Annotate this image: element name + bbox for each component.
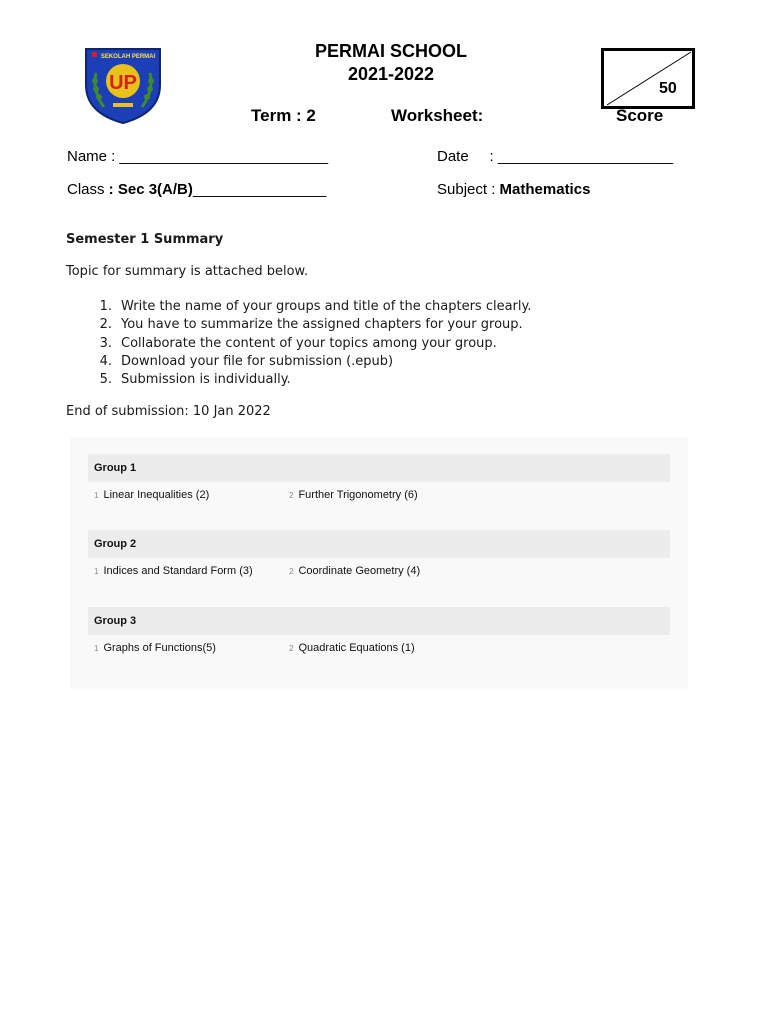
group-header: Group 1 — [88, 454, 670, 482]
topic-index: 1 — [94, 644, 99, 653]
topic-name: Quadratic Equations (1) — [298, 642, 415, 654]
item-text: Write the name of your groups and title of the chapters clearly. — [121, 299, 532, 314]
academic-year: 2021-2022 — [347, 64, 435, 84]
subject-label: Subject : — [437, 181, 500, 198]
item-text: Submission is individually. — [121, 372, 291, 388]
topic-item — [289, 564, 420, 579]
list-item — [66, 354, 531, 372]
score-box — [601, 48, 695, 109]
worksheet-label: Worksheet: — [391, 106, 484, 125]
name-blank: _________________________ — [119, 148, 329, 165]
topic-name: Coordinate Geometry (4) — [298, 565, 421, 577]
item-number: 2. — [99, 317, 112, 333]
topic-index: 2 — [289, 491, 294, 500]
group-assignment-panel — [70, 437, 688, 689]
item-text: You have to summarize the assigned chapters for your group. — [121, 317, 523, 333]
subject-value: Mathematics — [499, 181, 591, 198]
section-title: Semester 1 Summary — [66, 232, 224, 247]
instruction-list — [66, 299, 531, 390]
topic-index: 1 — [94, 491, 99, 500]
topic-name: Indices and Standard Form (3) — [103, 565, 253, 577]
intro-text: Topic for summary is attached below. — [66, 264, 309, 279]
name-field — [67, 148, 328, 166]
item-number: 4. — [99, 353, 112, 369]
subject-field — [437, 181, 590, 199]
topic-name: Linear Inequalities (2) — [103, 489, 210, 501]
item-number: 1. — [99, 299, 112, 314]
list-item — [66, 317, 531, 335]
topic-index: 1 — [94, 567, 99, 576]
topic-name: Further Trigonometry (6) — [298, 489, 418, 501]
term-label: Term : 2 — [251, 106, 316, 125]
topic-index: 2 — [289, 567, 294, 576]
date-blank: _____________________ — [497, 148, 674, 165]
class-blank: ________________ — [192, 181, 327, 198]
score-total: 50 — [659, 80, 677, 97]
group-header: Group 2 — [88, 530, 670, 558]
topic-item — [289, 488, 418, 503]
item-text: Collaborate the content of your topics among your group. — [121, 335, 497, 351]
topic-name: Graphs of Functions(5) — [103, 642, 216, 654]
school-name: PERMAI SCHOOL — [314, 41, 467, 61]
topic-index: 2 — [289, 644, 294, 653]
list-item — [66, 372, 531, 390]
topic-item — [94, 488, 209, 503]
item-number: 5. — [99, 372, 112, 388]
logo-initials: UP — [109, 72, 137, 94]
topic-item — [94, 641, 216, 656]
submission-deadline: End of submission: 10 Jan 2022 — [66, 404, 271, 419]
topic-item — [94, 564, 253, 579]
score-label: Score — [616, 106, 664, 125]
group-header: Group 3 — [88, 607, 670, 635]
item-text: Download your file for submission (.epub) — [121, 353, 394, 369]
topic-item — [289, 641, 415, 656]
item-number: 3. — [99, 335, 112, 351]
list-item — [66, 299, 531, 317]
class-field — [67, 181, 326, 199]
name-label: Name : — [67, 148, 120, 165]
date-label: Date : — [437, 148, 498, 165]
class-label: Class — [67, 181, 105, 198]
list-item — [66, 336, 531, 354]
date-field — [437, 148, 673, 166]
logo-text: SEKOLAH PERMAI — [100, 54, 156, 60]
class-value: : Sec 3(A/B) — [104, 181, 193, 198]
